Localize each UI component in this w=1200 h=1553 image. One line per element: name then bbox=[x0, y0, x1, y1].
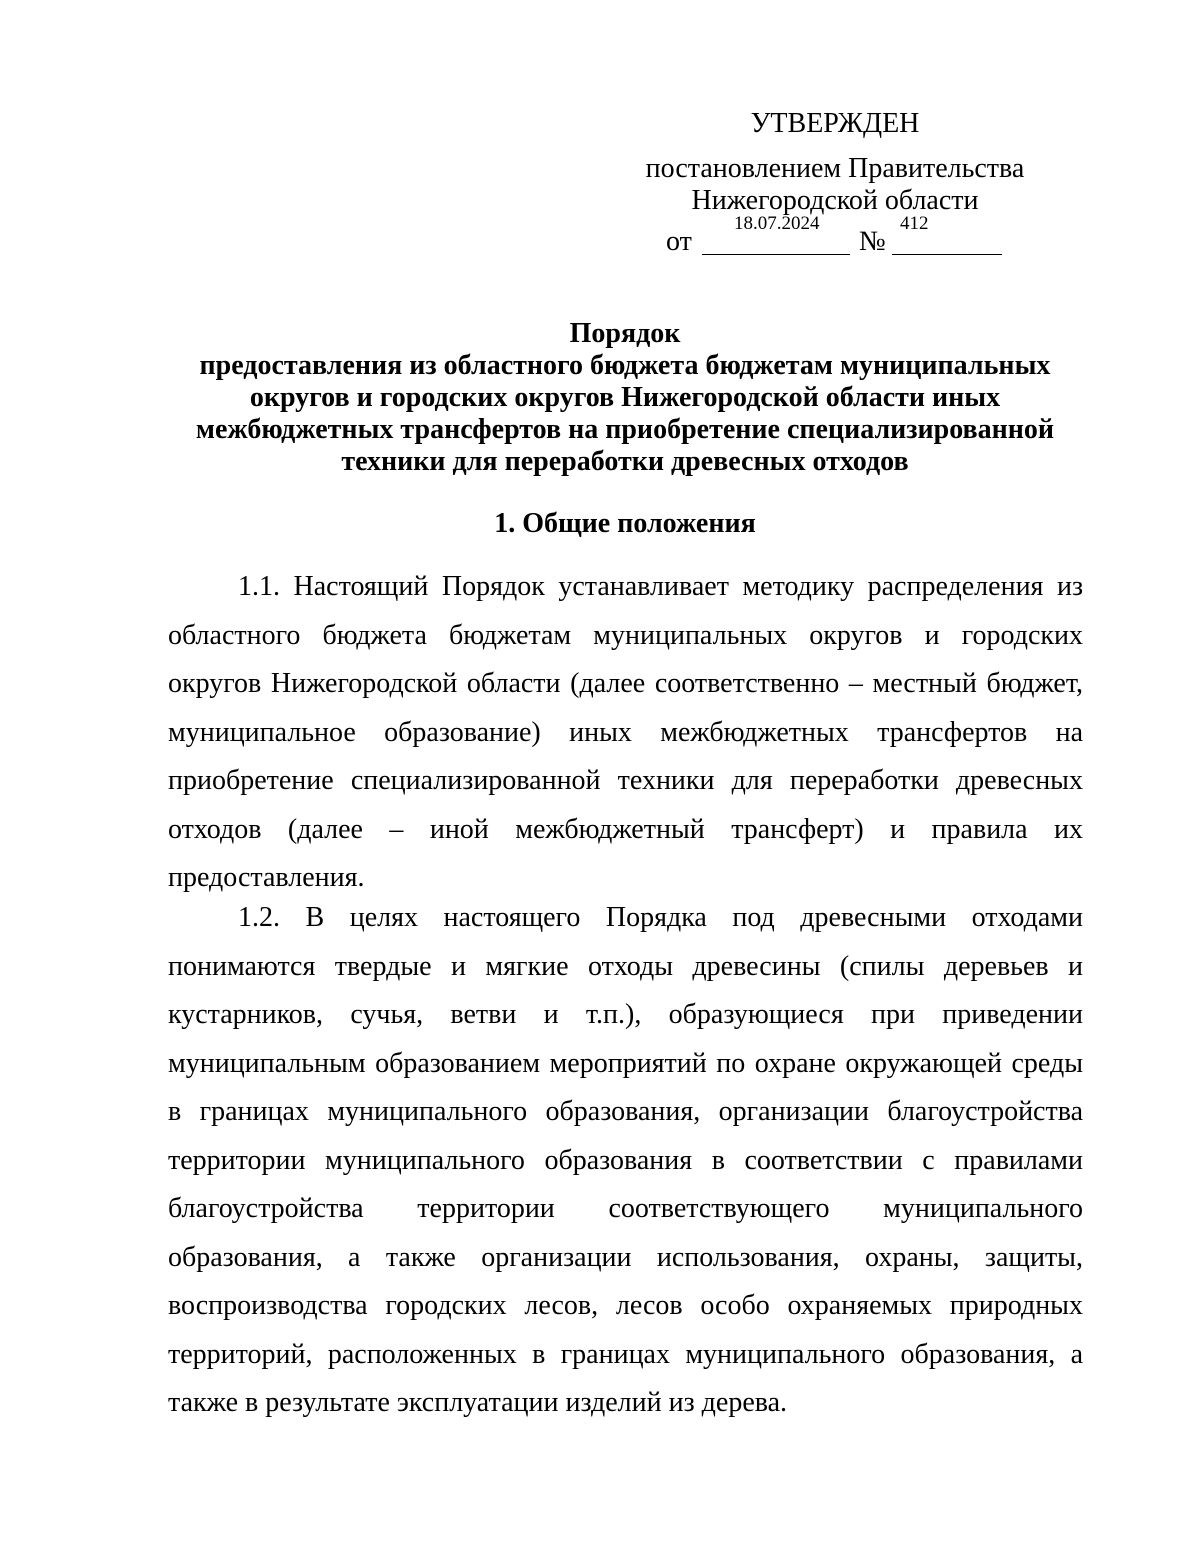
document-title-line-3: округов и городских округов Нижегородской области иных bbox=[249, 382, 1001, 413]
number-label: № bbox=[859, 226, 886, 257]
date-field bbox=[702, 213, 850, 255]
number-field bbox=[892, 213, 1002, 255]
document-title-line-4: межбюджетных трансфертов на приобретение специализированной bbox=[195, 414, 1055, 445]
decree-date-number-row bbox=[666, 213, 1006, 258]
paragraph-1-2: 1.2. В целях настоящего Порядка под древесными отходами понимаются твердые и мягкие отходы древесины (спилы деревьев и кустарников, сучья, ветви и т.п.), образующиеся при приведении муниципальным образованием мероприятий по охране окружающей среды в границах муниципального образования, организации благоустройства территории муниципального образования в соответствии с правилами благоустройства территории соответствующего муниципального образования, а также организации использования, охраны, защиты, воспроизводства городских лесов, лесов особо охраняемых природных территорий, расположенных в границах муниципального образования, а также в результате эксплуатации изделий из дерева. bbox=[168, 902, 1083, 1418]
document-title-line-1: Порядок bbox=[569, 318, 681, 349]
section-heading: 1. Общие положения bbox=[494, 508, 756, 539]
paragraph-1-1: 1.1. Настоящий Порядок устанавливает методику распределения из областного бюджета бюджетам муниципальных округов и городских округов Нижегородской области (далее соответственно – местный бюджет, муниципальное образование) иных межбюджетных трансфертов на приобретение специализированной техники для переработки древесных отходов (далее – иной межбюджетный трансферт) и правила их предоставления. bbox=[168, 571, 1083, 893]
document-title-line-2: предоставления из областного бюджета бюджетам муниципальных bbox=[199, 350, 1051, 381]
document-title-line-5: техники для переработки древесных отходов bbox=[341, 446, 909, 477]
number-value: 412 bbox=[900, 213, 929, 234]
document-title bbox=[150, 318, 1100, 478]
approval-stamp bbox=[640, 108, 1030, 217]
approval-title: УТВЕРЖДЕН bbox=[750, 108, 920, 139]
decree-line-2: Нижегородской области bbox=[691, 185, 979, 216]
date-value: 18.07.2024 bbox=[734, 213, 820, 234]
decree-line-1: постановлением Правительства bbox=[645, 153, 1025, 184]
date-label: от bbox=[666, 226, 692, 257]
